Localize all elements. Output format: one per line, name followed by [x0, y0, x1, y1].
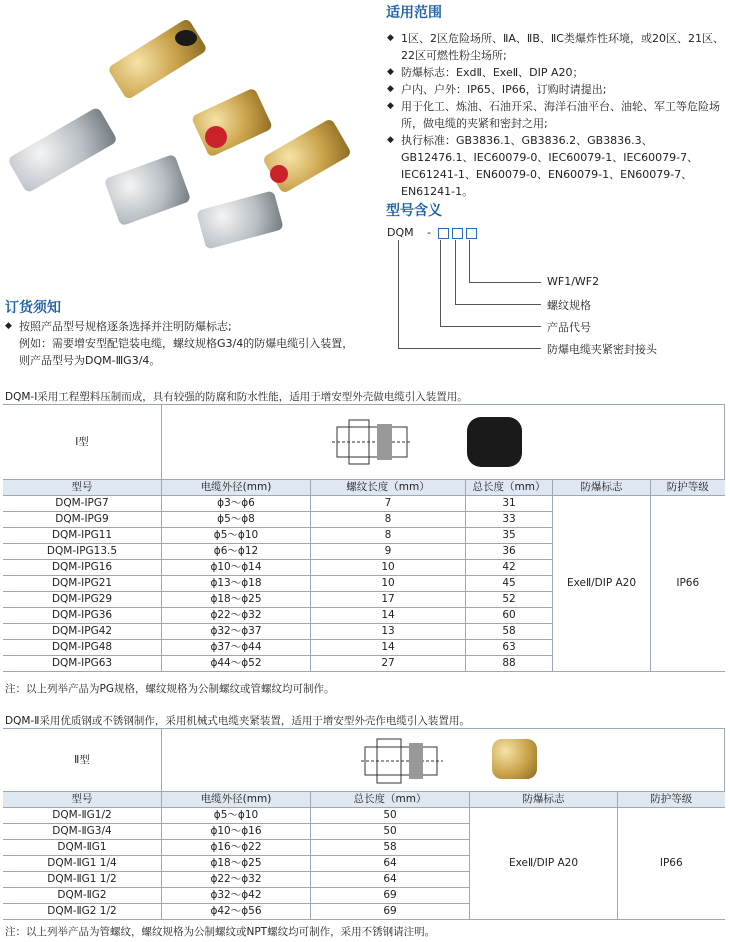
scope-list	[387, 30, 724, 200]
type1-drawing-icon	[327, 412, 417, 472]
col-header: 总长度（mm）	[311, 792, 470, 808]
table-row: DQM-ⅠPG11 ϕ5～ϕ10 8 35	[3, 528, 725, 544]
table-row: DQM-ⅠPG13.5 ϕ6～ϕ12 9 36	[3, 544, 725, 560]
connector-line	[469, 240, 470, 282]
model-label-code: 产品代号	[547, 321, 591, 334]
type1-ex-mark: ExeⅡ/DIP A20	[553, 496, 651, 672]
code-box	[466, 228, 477, 239]
col-header: 电缆外径(mm)	[162, 792, 311, 808]
order-example: 例如：需要增安型配铠装电缆，螺纹规格G3/4的防爆电缆引入装置，则产品型号为DQM-ⅢG3/4。	[19, 337, 354, 367]
table-row: DQM-ⅠPG63 ϕ44～ϕ52 27 88	[3, 656, 725, 672]
table-row: DQM-ⅠPG21 ϕ13～ϕ18 10 45	[3, 576, 725, 592]
red-cap-image	[205, 126, 227, 148]
col-header: 防护等级	[651, 480, 725, 496]
col-header: 型号	[3, 792, 162, 808]
table-row: DQM-ⅡG3/4 ϕ10～ϕ16 50	[3, 824, 725, 840]
type1-label: Ⅰ型	[3, 405, 162, 480]
type1-table	[3, 404, 725, 672]
model-dash: -	[427, 226, 432, 239]
type2-ex-mark: ExeⅡ/DIP A20	[470, 808, 618, 920]
type2-drawing-icon	[357, 733, 447, 788]
connector-line	[440, 326, 541, 327]
model-label-product: 防爆电缆夹紧密封接头	[547, 343, 657, 356]
order-title: 订货须知	[5, 300, 61, 316]
red-cap-image-2	[270, 165, 288, 183]
connector-line	[398, 240, 399, 348]
scope-item: ◆ 用于化工、炼油、石油开采、海洋石油平台、油轮、军工等危险场所，做电缆的夹紧和密封之用;	[387, 100, 720, 130]
brass-gland-image	[107, 18, 208, 101]
model-label-thread: 螺纹规格	[547, 299, 591, 312]
steel-gland-image	[7, 106, 118, 193]
steel-brass-gland-image	[492, 739, 537, 779]
model-title: 型号含义	[386, 203, 442, 219]
table-row: DQM-ⅡG2 ϕ32～ϕ42 69	[3, 888, 725, 904]
type1-intro: DQM-Ⅰ采用工程塑料压制而成，具有较强的防腐和防水性能，适用于增安型外壳做电缆引入装置用。	[5, 391, 468, 403]
scope-item: ◆ 户内、户外：IP65、IP66，订购时请提出;	[387, 83, 607, 96]
connector-line	[455, 304, 541, 305]
code-box	[452, 228, 463, 239]
order-notes	[5, 318, 360, 369]
product-photo-group	[5, 30, 360, 265]
code-box	[438, 228, 449, 239]
table-row: DQM-ⅠPG16 ϕ10～ϕ14 10 42	[3, 560, 725, 576]
connector-line	[440, 240, 441, 326]
col-header: 防护等级	[618, 792, 725, 808]
table-row: DQM-ⅠPG7 ϕ3～ϕ6 7 31 ExeⅡ/DIP A20 IP66	[3, 496, 725, 512]
model-code	[387, 226, 477, 239]
steel-gland-image-3	[196, 190, 284, 249]
scope-item: ◆ 执行标准：GB3836.1、GB3836.2、GB3836.3、GB12476.1、IEC60079-0、IEC60079-1、IEC60079-7、IEC61241-1、EN60079-0、EN60079-1、EN60079-7、EN61241-1。	[387, 134, 699, 198]
table-row: DQM-ⅠPG29 ϕ18～ϕ25 17 52	[3, 592, 725, 608]
black-gland-image	[467, 417, 522, 467]
brass-elbow-gland-image	[191, 87, 273, 157]
type1-protection: IP66	[651, 496, 725, 672]
table-row: DQM-ⅡG1 1/2 ϕ22～ϕ32 64	[3, 872, 725, 888]
scope-title: 适用范围	[386, 5, 442, 21]
scope-item: ◆ 1区、2区危险场所、ⅡA、ⅡB、ⅡC类爆炸性环境，或20区、21区、22区可燃性粉尘场所;	[387, 32, 724, 62]
type1-images	[162, 405, 725, 480]
table-row: DQM-ⅠPG48 ϕ37～ϕ44 14 63	[3, 640, 725, 656]
table-row: DQM-ⅠPG36 ϕ22～ϕ32 14 60	[3, 608, 725, 624]
connector-line	[469, 282, 541, 283]
table-row: DQM-ⅠPG9 ϕ5～ϕ8 8 33	[3, 512, 725, 528]
table-row: DQM-ⅡG1 ϕ16～ϕ22 58	[3, 840, 725, 856]
type1-table-wrap	[3, 404, 725, 672]
seal-ring-image	[175, 30, 197, 46]
steel-gland-image-2	[104, 154, 192, 227]
type2-protection: IP66	[618, 808, 725, 920]
col-header: 防爆标志	[470, 792, 618, 808]
model-label-wf: WF1/WF2	[547, 275, 600, 288]
type2-table-wrap	[3, 728, 725, 920]
col-header: 总长度（mm）	[466, 480, 553, 496]
model-prefix: DQM	[387, 226, 414, 239]
order-item: ◆ 按照产品型号规格逐条选择并注明防爆标志;	[5, 320, 232, 333]
col-header: 电缆外径(mm)	[162, 480, 311, 496]
type2-label: Ⅱ型	[3, 729, 162, 792]
col-header: 型号	[3, 480, 162, 496]
table-row: DQM-ⅡG1 1/4 ϕ18～ϕ25 64	[3, 856, 725, 872]
connector-line	[455, 240, 456, 304]
connector-line	[398, 348, 541, 349]
type1-note: 注：以上列举产品为PG规格，螺纹规格为公制螺纹或管螺纹均可制作。	[5, 683, 335, 695]
col-header: 防爆标志	[553, 480, 651, 496]
scope-item: ◆ 防爆标志：ExdⅡ、ExeⅡ、DIP A20；	[387, 66, 584, 79]
col-header: 螺纹长度（mm）	[311, 480, 466, 496]
table-row: DQM-ⅠPG42 ϕ32～ϕ37 13 58	[3, 624, 725, 640]
table-row: DQM-ⅡG1/2 ϕ5～ϕ10 50 ExeⅡ/DIP A20 IP66	[3, 808, 725, 824]
type2-intro: DQM-Ⅱ采用优质钢或不锈钢制作，采用机械式电缆夹紧装置，适用于增安型外壳作电缆引入装置用。	[5, 715, 470, 727]
type2-images	[162, 729, 725, 792]
table-row: DQM-ⅡG2 1/2 ϕ42～ϕ56 69	[3, 904, 725, 920]
type2-note: 注：以上列举产品为管螺纹，螺纹规格为公制螺纹或NPT螺纹均可制作，采用不锈钢请注明。	[5, 926, 436, 938]
type2-table	[3, 728, 725, 920]
brass-gland-image-2	[262, 118, 352, 194]
